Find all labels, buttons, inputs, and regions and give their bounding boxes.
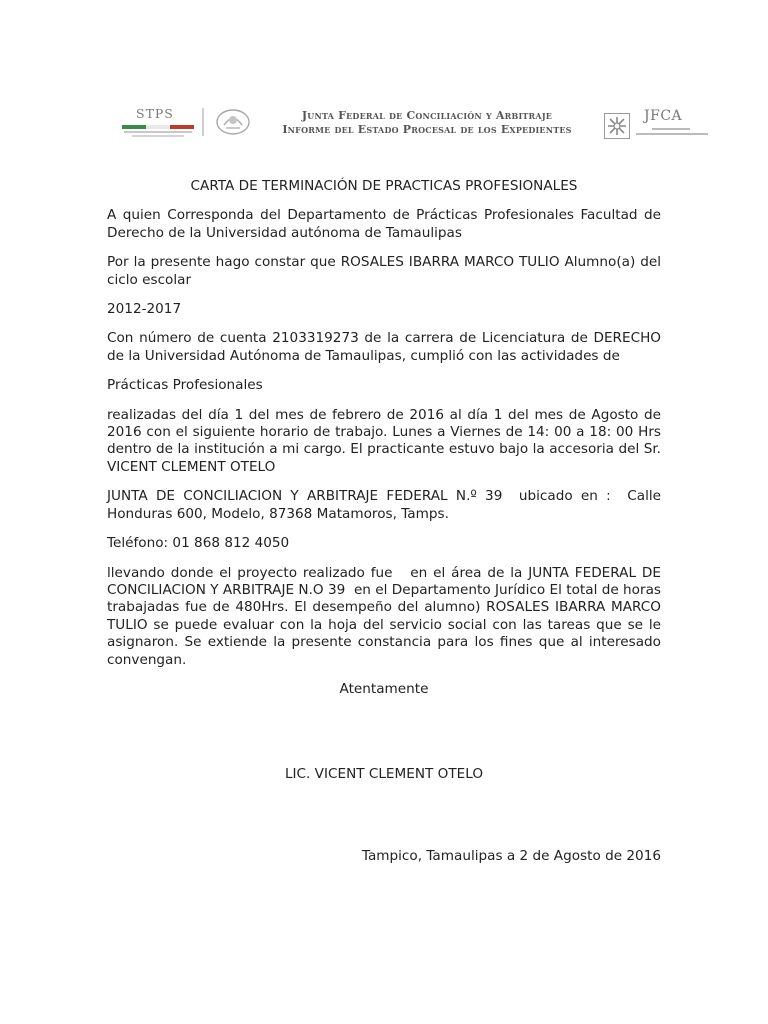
letter-paragraph-5: Prácticas Profesionales <box>107 377 263 394</box>
letterhead <box>0 100 768 152</box>
mexico-seal-icon <box>214 108 252 136</box>
letterhead-title <box>268 109 586 137</box>
logo-subtext-line <box>124 131 192 133</box>
place-and-date: Tampico, Tamaulipas a 2 de Agosto de 2016 <box>361 847 661 864</box>
stps-logo <box>118 106 198 142</box>
letter-paragraph-9: llevando donde el proyecto realizado fue en el área de la JUNTA FEDERAL DE CONCILIACION Y ARBITRAJE N.O 39 en el Departamento Jurídico El total de horas trabajadas fue de 480Hrs. El desempeño del alumno) ROSALES IBARRA MARCO TULIO se puede evaluar con la hoja del servicio social con las tareas que se le asignaron. Se extiende la presente constancia para los fines que al interesado convengan. <box>107 564 666 668</box>
signatory-name: LIC. VICENT CLEMENT OTELO <box>284 766 484 783</box>
letter-paragraph-2: Por la presente hago constar que ROSALES IBARRA MARCO TULIO Alumno(a) del ciclo escolar <box>107 254 661 288</box>
flag-stripe <box>122 125 194 129</box>
logo-divider <box>202 108 204 136</box>
letter-body <box>107 178 666 865</box>
letter-paragraph-3: 2012-2017 <box>107 301 182 318</box>
logo-subtext-line <box>636 133 708 135</box>
letterhead-title-line2: Informe del Estado Procesal de los Expedientes <box>282 123 572 136</box>
logo-subtext-line <box>652 128 690 130</box>
letter-paragraph-7: JUNTA DE CONCILIACION Y ARBITRAJE FEDERAL N.º 39 ubicado en : Calle Honduras 600, Modelo, 87368 Matamoros, Tamps. <box>107 488 666 522</box>
letter-paragraph-6: realizadas del día 1 del mes de febrero de 2016 al día 1 del mes de Agosto de 2016 con el siguiente horario de trabajo. Lunes a Viernes de 14: 00 a 18: 00 Hrs dentro de la institución a mi cargo. El practicante estuvo bajo la accesoria del Sr. VICENT CLEMENT OTELO <box>107 406 661 475</box>
letterhead-title-line1: Junta Federal de Conciliación y Arbitraje <box>301 109 553 122</box>
letter-paragraph-1: A quien Corresponda del Departamento de Prácticas Profesionales Facultad de Derecho de la Universidad autónoma de Tamaulipas <box>107 207 661 241</box>
stps-logo-text: STPS <box>136 106 174 121</box>
jfca-logo <box>600 109 712 141</box>
letter-title: CARTA DE TERMINACIÓN DE PRACTICAS PROFESIONALES <box>190 178 578 194</box>
jfca-emblem-icon <box>604 113 630 139</box>
jfca-logo-text: JFCA <box>644 108 683 124</box>
logo-subtext-line <box>132 135 184 137</box>
letter-closing: Atentamente <box>339 680 429 697</box>
letter-paragraph-8: Teléfono: 01 868 812 4050 <box>107 535 290 552</box>
letter-paragraph-4: Con número de cuenta 2103319273 de la carrera de Licenciatura de DERECHO de la Universidad Autónoma de Tamaulipas, cumplió con las actividades de <box>107 330 661 364</box>
